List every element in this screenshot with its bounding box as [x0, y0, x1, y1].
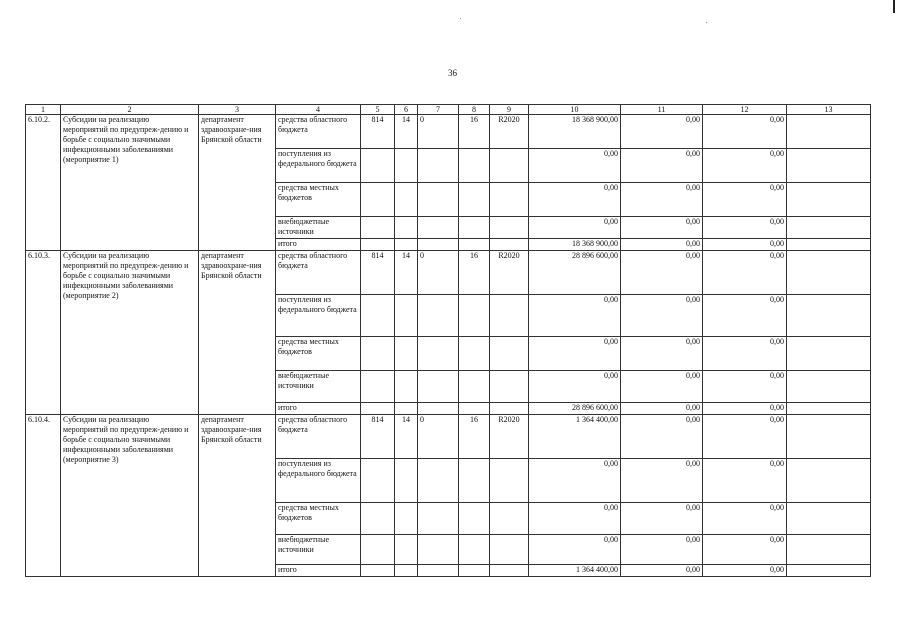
code-rz: 14 — [395, 415, 418, 459]
empty-cell — [459, 337, 490, 371]
table-row — [26, 251, 871, 295]
empty-cell — [787, 415, 871, 459]
code-rz: 14 — [395, 251, 418, 295]
empty-cell — [418, 149, 459, 183]
funding-source: внебюджетные источники — [276, 371, 361, 403]
funding-source: средства областного бюджета — [276, 251, 361, 295]
funding-source: внебюджетные источники — [276, 535, 361, 565]
empty-cell — [787, 251, 871, 295]
empty-cell — [361, 535, 395, 565]
amount-col11: 0,00 — [621, 403, 703, 415]
column-number: 12 — [703, 105, 787, 115]
funding-source: средства местных бюджетов — [276, 183, 361, 217]
amount-col11: 0,00 — [621, 239, 703, 251]
empty-cell — [787, 337, 871, 371]
empty-cell — [395, 337, 418, 371]
amount-col11: 0,00 — [621, 295, 703, 337]
empty-cell — [459, 371, 490, 403]
column-number: 9 — [490, 105, 529, 115]
item-code: 6.10.2. — [26, 115, 61, 251]
amount-col12: 0,00 — [703, 239, 787, 251]
empty-cell — [787, 371, 871, 403]
amount-col11: 0,00 — [621, 217, 703, 239]
empty-cell — [418, 535, 459, 565]
item-department: департамент здравоохране-ния Брянской области — [199, 251, 276, 415]
item-code: 6.10.4. — [26, 415, 61, 577]
amount-col10: 0,00 — [529, 535, 621, 565]
code-gr: 814 — [361, 415, 395, 459]
funding-source: средства местных бюджетов — [276, 503, 361, 535]
column-number: 10 — [529, 105, 621, 115]
empty-cell — [418, 371, 459, 403]
item-code: 6.10.3. — [26, 251, 61, 415]
code-gr: 814 — [361, 251, 395, 295]
amount-col11: 0,00 — [621, 149, 703, 183]
empty-cell — [787, 115, 871, 149]
amount-col10: 18 368 900,00 — [529, 115, 621, 149]
column-number: 11 — [621, 105, 703, 115]
code-rz: 14 — [395, 115, 418, 149]
amount-col12: 0,00 — [703, 337, 787, 371]
code-vr: R2020 — [490, 415, 529, 459]
item-department: департамент здравоохране-ния Брянской области — [199, 415, 276, 577]
empty-cell — [361, 371, 395, 403]
empty-cell — [459, 565, 490, 577]
empty-cell — [490, 183, 529, 217]
empty-cell — [361, 337, 395, 371]
funding-source: средства местных бюджетов — [276, 337, 361, 371]
empty-cell — [459, 149, 490, 183]
empty-cell — [787, 535, 871, 565]
amount-col12: 0,00 — [703, 415, 787, 459]
funding-source: итого — [276, 239, 361, 251]
empty-cell — [459, 239, 490, 251]
amount-col11: 0,00 — [621, 371, 703, 403]
amount-col10: 28 896 600,00 — [529, 251, 621, 295]
empty-cell — [787, 565, 871, 577]
empty-cell — [395, 403, 418, 415]
amount-col11: 0,00 — [621, 459, 703, 503]
empty-cell — [361, 459, 395, 503]
funding-source: поступления из федерального бюджета — [276, 149, 361, 183]
column-number: 4 — [276, 105, 361, 115]
empty-cell — [459, 403, 490, 415]
table-row — [26, 415, 871, 459]
amount-col11: 0,00 — [621, 337, 703, 371]
empty-cell — [787, 183, 871, 217]
scan-speck — [706, 22, 707, 23]
amount-col10: 18 368 900,00 — [529, 239, 621, 251]
empty-cell — [395, 149, 418, 183]
amount-col10: 0,00 — [529, 217, 621, 239]
empty-cell — [395, 239, 418, 251]
amount-col11: 0,00 — [621, 183, 703, 217]
amount-col12: 0,00 — [703, 371, 787, 403]
empty-cell — [459, 295, 490, 337]
empty-cell — [490, 371, 529, 403]
amount-col12: 0,00 — [703, 217, 787, 239]
empty-cell — [395, 503, 418, 535]
empty-cell — [395, 459, 418, 503]
empty-cell — [395, 371, 418, 403]
amount-col11: 0,00 — [621, 565, 703, 577]
amount-col12: 0,00 — [703, 565, 787, 577]
funding-source: внебюджетные источники — [276, 217, 361, 239]
column-number: 8 — [459, 105, 490, 115]
code-pr: 0 — [418, 415, 459, 459]
item-name: Субсидии на реализацию мероприятий по предупреж-дению и борьбе с социально значимыми инфекционными заболеваниями (мероприятие 2) — [61, 251, 199, 415]
empty-cell — [490, 565, 529, 577]
funding-source: поступления из федерального бюджета — [276, 295, 361, 337]
amount-col11: 0,00 — [621, 535, 703, 565]
amount-col11: 0,00 — [621, 415, 703, 459]
scan-speck — [460, 18, 461, 19]
amount-col10: 28 896 600,00 — [529, 403, 621, 415]
amount-col10: 0,00 — [529, 337, 621, 371]
empty-cell — [787, 217, 871, 239]
funding-source: итого — [276, 565, 361, 577]
empty-cell — [490, 535, 529, 565]
empty-cell — [361, 403, 395, 415]
empty-cell — [395, 565, 418, 577]
empty-cell — [361, 149, 395, 183]
empty-cell — [395, 295, 418, 337]
amount-col12: 0,00 — [703, 459, 787, 503]
empty-cell — [459, 503, 490, 535]
empty-cell — [490, 149, 529, 183]
empty-cell — [418, 295, 459, 337]
column-number: 1 — [26, 105, 61, 115]
empty-cell — [459, 217, 490, 239]
amount-col12: 0,00 — [703, 295, 787, 337]
empty-cell — [490, 295, 529, 337]
amount-col12: 0,00 — [703, 149, 787, 183]
empty-cell — [418, 239, 459, 251]
column-number: 7 — [418, 105, 459, 115]
empty-cell — [490, 337, 529, 371]
empty-cell — [490, 403, 529, 415]
empty-cell — [459, 535, 490, 565]
amount-col12: 0,00 — [703, 251, 787, 295]
empty-cell — [459, 183, 490, 217]
amount-col12: 0,00 — [703, 503, 787, 535]
table-row — [26, 115, 871, 149]
empty-cell — [787, 503, 871, 535]
empty-cell — [418, 217, 459, 239]
header-row — [26, 105, 871, 115]
empty-cell — [490, 217, 529, 239]
budget-table — [25, 104, 871, 577]
amount-col11: 0,00 — [621, 251, 703, 295]
amount-col10: 0,00 — [529, 183, 621, 217]
item-name: Субсидии на реализацию мероприятий по предупреж-дению и борьбе с социально значимыми инфекционными заболеваниями (мероприятие 1) — [61, 115, 199, 251]
code-cs: 16 — [459, 415, 490, 459]
funding-source: поступления из федерального бюджета — [276, 459, 361, 503]
amount-col12: 0,00 — [703, 535, 787, 565]
amount-col10: 0,00 — [529, 371, 621, 403]
empty-cell — [418, 403, 459, 415]
amount-col10: 1 364 400,00 — [529, 415, 621, 459]
amount-col10: 0,00 — [529, 503, 621, 535]
item-department: департамент здравоохране-ния Брянской области — [199, 115, 276, 251]
page-number: 36 — [448, 68, 457, 78]
empty-cell — [490, 503, 529, 535]
empty-cell — [361, 183, 395, 217]
column-number: 3 — [199, 105, 276, 115]
column-number: 6 — [395, 105, 418, 115]
item-name: Субсидии на реализацию мероприятий по предупреж-дению и борьбе с социально значимыми инфекционными заболеваниями (мероприятие 3) — [61, 415, 199, 577]
code-vr: R2020 — [490, 115, 529, 149]
funding-source: средства областного бюджета — [276, 415, 361, 459]
empty-cell — [361, 239, 395, 251]
empty-cell — [418, 459, 459, 503]
empty-cell — [418, 565, 459, 577]
code-vr: R2020 — [490, 251, 529, 295]
amount-col12: 0,00 — [703, 183, 787, 217]
column-number: 13 — [787, 105, 871, 115]
empty-cell — [418, 337, 459, 371]
code-gr: 814 — [361, 115, 395, 149]
funding-source: итого — [276, 403, 361, 415]
empty-cell — [787, 149, 871, 183]
empty-cell — [490, 239, 529, 251]
empty-cell — [361, 295, 395, 337]
empty-cell — [418, 503, 459, 535]
amount-col10: 0,00 — [529, 459, 621, 503]
empty-cell — [490, 459, 529, 503]
amount-col12: 0,00 — [703, 403, 787, 415]
code-pr: 0 — [418, 115, 459, 149]
amount-col10: 1 364 400,00 — [529, 565, 621, 577]
amount-col10: 0,00 — [529, 295, 621, 337]
amount-col11: 0,00 — [621, 503, 703, 535]
scan-edge-mark — [893, 0, 895, 13]
empty-cell — [395, 535, 418, 565]
column-number: 5 — [361, 105, 395, 115]
empty-cell — [787, 403, 871, 415]
empty-cell — [395, 217, 418, 239]
empty-cell — [787, 239, 871, 251]
empty-cell — [787, 295, 871, 337]
empty-cell — [787, 459, 871, 503]
funding-source: средства областного бюджета — [276, 115, 361, 149]
amount-col10: 0,00 — [529, 149, 621, 183]
column-number: 2 — [61, 105, 199, 115]
code-pr: 0 — [418, 251, 459, 295]
empty-cell — [361, 217, 395, 239]
amount-col12: 0,00 — [703, 115, 787, 149]
code-cs: 16 — [459, 115, 490, 149]
empty-cell — [459, 459, 490, 503]
empty-cell — [418, 183, 459, 217]
amount-col11: 0,00 — [621, 115, 703, 149]
empty-cell — [395, 183, 418, 217]
code-cs: 16 — [459, 251, 490, 295]
empty-cell — [361, 503, 395, 535]
empty-cell — [361, 565, 395, 577]
